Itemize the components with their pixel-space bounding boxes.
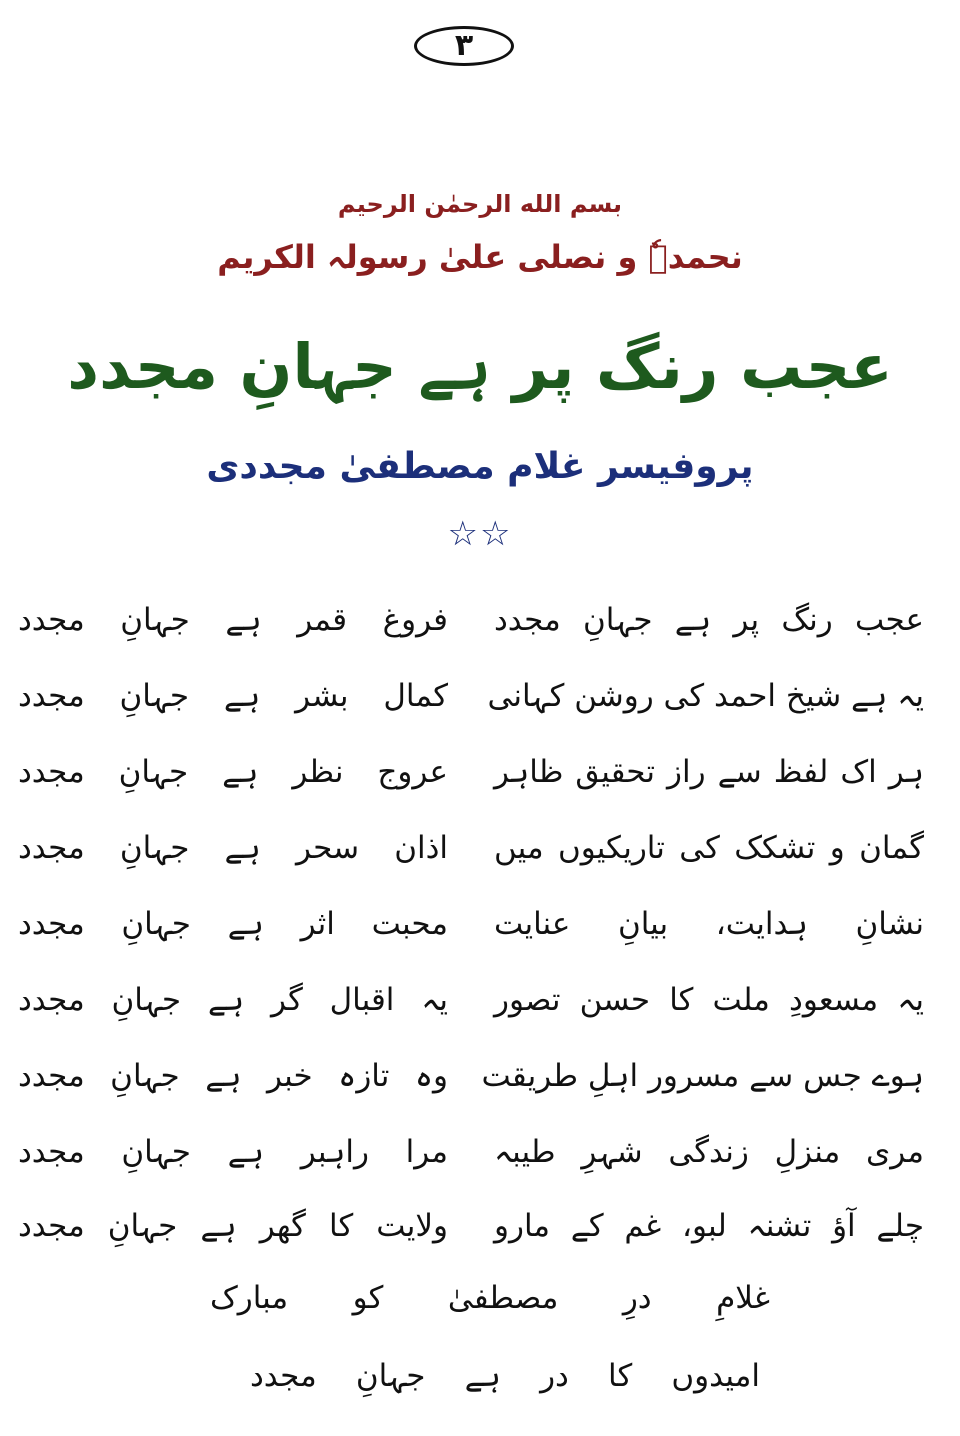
verse-row [0, 1122, 960, 1182]
verse-row [0, 818, 960, 878]
closing-line-2: امیدوں کا در ہے جہانِ مجدد [250, 1358, 760, 1394]
poem-title: عجب رنگ پر ہے جہانِ مجدد [67, 330, 893, 403]
verse-first-line: عجب رنگ پر ہے جہانِ مجدد [494, 602, 924, 638]
verse-first-line: مری منزلِ زندگی شہرِ طیبہ [494, 1134, 924, 1170]
verse-second-line: ولایت کا گھر ہے جہانِ مجدد [18, 1208, 448, 1244]
page-number: ٣ [454, 28, 474, 63]
author-name: پروفیسر غلام مصطفیٰ مجددی [206, 446, 754, 487]
verse-row [0, 1046, 960, 1106]
verse-second-line: کمال بشر ہے جہانِ مجدد [18, 678, 448, 714]
verse-row [0, 894, 960, 954]
verse-first-line: گمان و تشکک کی تاریکیوں میں [494, 830, 924, 866]
star-ornament: ☆☆ [447, 514, 513, 554]
verse-second-line: محبت اثر ہے جہانِ مجدد [18, 906, 448, 942]
verse-second-line: وہ تازہ خبر ہے جہانِ مجدد [18, 1058, 448, 1094]
verse-row [0, 742, 960, 802]
verse-first-line: نشانِ ہدایت، بیانِ عنایت [494, 906, 924, 942]
verse-row [0, 590, 960, 650]
verse-row [0, 970, 960, 1030]
verse-second-line: یہ اقبال گر ہے جہانِ مجدد [18, 982, 448, 1018]
verse-first-line: یہ مسعودِ ملت کا حسن تصور [494, 982, 924, 1018]
verse-first-line: یہ ہے شیخ احمد کی روشن کہانی [487, 678, 924, 714]
verse-first-line: چلے آؤ تشنہ لبو، غم کے مارو [494, 1208, 924, 1244]
verse-row [0, 666, 960, 726]
page-number-badge [414, 26, 514, 66]
basmala: بسم الله الرحمٰن الرحیم [337, 190, 623, 218]
verse-second-line: اذان سحر ہے جہانِ مجدد [18, 830, 448, 866]
verse-second-line: عروج نظر ہے جہانِ مجدد [18, 754, 448, 790]
verse-first-line: ہوے جس سے مسرور اہلِ طریقت [481, 1058, 924, 1094]
closing-line-1: غلامِ درِ مصطفیٰ کو مبارک [210, 1280, 770, 1316]
verse-first-line: ہر اک لفظ سے راز تحقیق ظاہر [494, 754, 924, 790]
salutation: نحمدہٗ و نصلی علیٰ رسولہ الکریم [217, 238, 743, 276]
verse-row [0, 1196, 960, 1256]
verse-second-line: مرا راہبر ہے جہانِ مجدد [18, 1134, 448, 1170]
verse-second-line: فروغ قمر ہے جہانِ مجدد [18, 602, 448, 638]
